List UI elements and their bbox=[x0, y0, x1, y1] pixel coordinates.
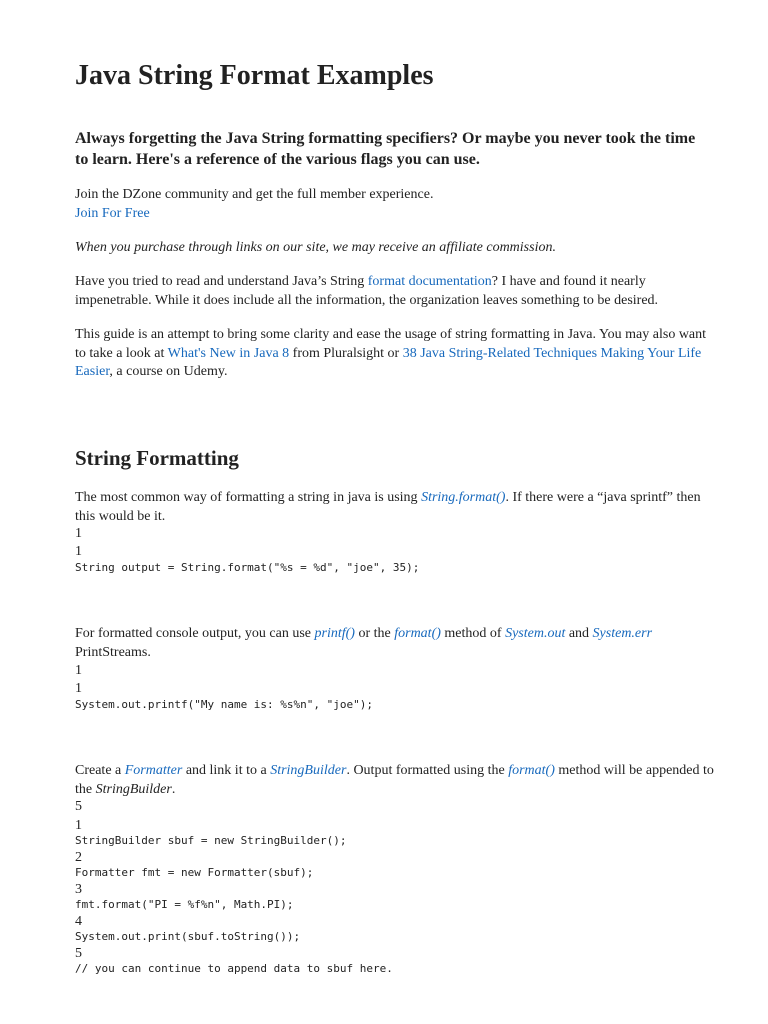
code-line-number: 1 bbox=[75, 681, 82, 696]
stringbuilder-emphasis: StringBuilder bbox=[95, 781, 172, 797]
guide-text-3: , a course on Udemy. bbox=[109, 364, 228, 379]
system-out-link-text: System.out bbox=[505, 626, 566, 641]
code-line-number: 5 bbox=[75, 946, 82, 961]
code-line: fmt.format("PI = %f%n", Math.PI); bbox=[75, 898, 294, 911]
code-line: System.out.print(sbuf.toString()); bbox=[75, 930, 301, 943]
code-line-number: 1 bbox=[75, 818, 82, 833]
code-line: StringBuilder sbuf = new StringBuilder(); bbox=[75, 834, 347, 847]
code-line-count: 5 bbox=[75, 799, 82, 814]
printf-paragraph bbox=[75, 625, 715, 662]
format-method-link[interactable] bbox=[394, 626, 441, 641]
system-out-link[interactable] bbox=[505, 626, 565, 641]
udemy-course-link[interactable]: 38 Java String-Related Techniques Making Your Life Easier bbox=[75, 345, 702, 379]
intro-text-1: Have you tried to read and understand Java’s String bbox=[75, 274, 368, 289]
article-title: Java String Format Examples bbox=[75, 60, 434, 91]
string-format-link-text: String.format() bbox=[421, 490, 506, 505]
printf-link-text: printf() bbox=[314, 626, 355, 641]
s1-text-1: The most common way of formatting a string in java is using bbox=[75, 490, 422, 505]
code-line-number: 1 bbox=[75, 544, 82, 559]
code-line-number: 4 bbox=[75, 914, 82, 929]
join-text: Join the DZone community and get the full member experience. bbox=[75, 187, 434, 202]
s2-text-4: and bbox=[565, 626, 593, 641]
printf-link[interactable] bbox=[315, 626, 355, 641]
join-for-free-link[interactable]: Join For Free bbox=[75, 205, 150, 221]
s2-text-2: or the bbox=[354, 626, 395, 641]
stringbuilder-link[interactable] bbox=[270, 763, 346, 778]
system-err-link-text: System.err bbox=[592, 626, 653, 641]
guide-text-2: from Pluralsight or bbox=[289, 345, 403, 361]
section-heading: String Formatting bbox=[75, 446, 239, 470]
s3-text-1: Create a bbox=[75, 763, 125, 778]
system-err-link[interactable] bbox=[593, 626, 653, 641]
code-line-count: 1 bbox=[75, 526, 82, 541]
code-line: Formatter fmt = new Formatter(sbuf); bbox=[75, 866, 314, 879]
s3-text-5: . bbox=[171, 781, 176, 797]
s2-text-1: For formatted console output, you can use bbox=[75, 626, 315, 641]
string-format-paragraph bbox=[75, 489, 715, 526]
formatter-link[interactable] bbox=[125, 763, 183, 778]
s3-text-3: . Output formatted using the bbox=[346, 763, 509, 778]
whats-new-java8-link[interactable]: What's New in Java 8 bbox=[167, 345, 290, 361]
code-line: // you can continue to append data to sbuf here. bbox=[75, 962, 393, 975]
s2-text-3: method of bbox=[440, 626, 506, 641]
code-line: System.out.printf("My name is: %s%n", "joe"); bbox=[75, 698, 374, 711]
join-block bbox=[75, 186, 715, 223]
format-method-link-text: format() bbox=[394, 626, 441, 641]
format-link[interactable] bbox=[508, 763, 555, 778]
stringbuilder-link-text: StringBuilder bbox=[270, 763, 347, 778]
s1-text-2: . If there were a “java sprintf” then this would be it. bbox=[75, 490, 701, 524]
intro-text-2: ? I have and found it nearly impenetrable. While it does include all the information, the organization leaves something to be desired. bbox=[75, 274, 659, 308]
format-link-text: format() bbox=[508, 763, 555, 778]
s3-text-4: method will be appended to the bbox=[75, 763, 714, 797]
format-documentation-link[interactable]: format documentation bbox=[367, 274, 492, 289]
s2-text-5: PrintStreams. bbox=[75, 644, 151, 660]
code-line: String output = String.format("%s = %d", "joe", 35); bbox=[75, 561, 420, 574]
code-line-number: 3 bbox=[75, 882, 82, 897]
guide-paragraph bbox=[75, 326, 715, 382]
s3-text-2: and link it to a bbox=[182, 763, 271, 778]
guide-text-1: This guide is an attempt to bring some clarity and ease the usage of string formatting in Java. You may also want to take a look at bbox=[75, 327, 707, 361]
code-line-count: 1 bbox=[75, 663, 82, 678]
code-line-number: 2 bbox=[75, 850, 82, 865]
intro-paragraph bbox=[75, 273, 715, 310]
formatter-link-text: Formatter bbox=[124, 763, 183, 778]
formatter-paragraph bbox=[75, 762, 715, 799]
article-lead: Always forgetting the Java String formatting specifiers? Or maybe you never took the time to learn. Here's a reference of the various flags you can use. bbox=[75, 130, 696, 168]
affiliate-notice: When you purchase through links on our site, we may receive an affiliate commission. bbox=[75, 240, 556, 255]
string-format-link[interactable] bbox=[421, 490, 505, 505]
